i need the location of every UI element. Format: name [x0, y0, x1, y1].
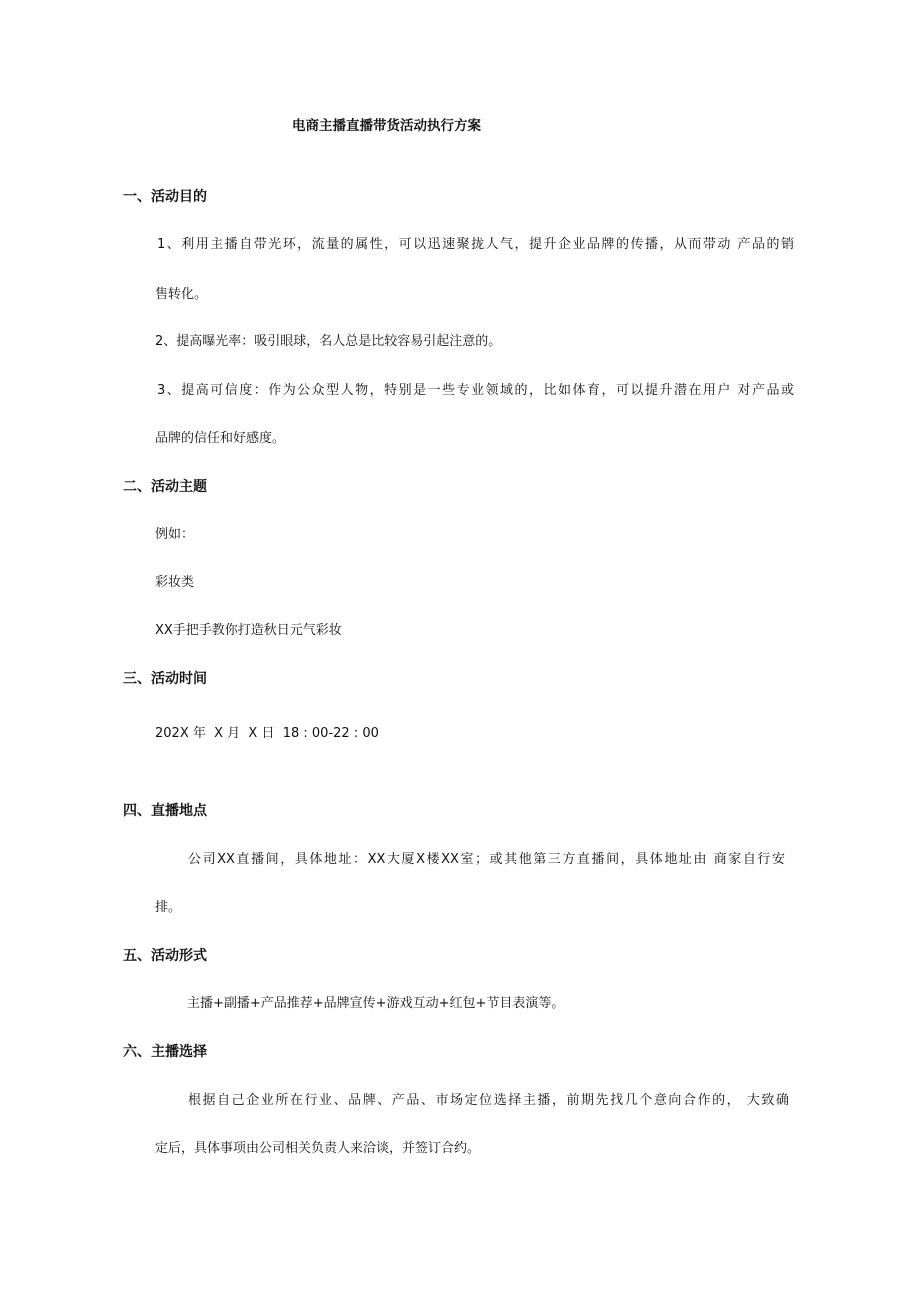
section-heading-time: 三、活动时间 [123, 671, 207, 687]
section-heading-host-selection: 六、主播选择 [123, 1044, 207, 1060]
location-line-1: 公司XX直播间，具体地址：XX大厦X楼XX室；或其他第三方直播间，具体地址由 商家自行安 [188, 852, 785, 867]
activity-time: 202X 年 X 月 X 日 18 : 00-22 : 00 [155, 726, 379, 741]
theme-title: XX手把手教你打造秋日元气彩妆 [155, 623, 342, 638]
host-selection-line-1: 根据自己企业所在行业、品牌、产品、市场定位选择主播，前期先找几个意向合作的， 大致确 [188, 1093, 789, 1108]
section-heading-theme: 二、活动主题 [123, 479, 207, 495]
theme-example-label: 例如： [155, 527, 195, 542]
location-line-2: 排。 [155, 900, 182, 915]
section-heading-purpose: 一、活动目的 [123, 189, 207, 205]
purpose-item-1-line-1: 1、利用主播自带光环，流量的属性，可以迅速聚拢人气，提升企业品牌的传播，从而带动 产品的销 [157, 237, 794, 252]
section-heading-format: 五、活动形式 [123, 948, 207, 964]
purpose-item-2: 2、提高曝光率：吸引眼球，名人总是比较容易引起注意的。 [155, 334, 502, 349]
purpose-item-3-line-2: 品牌的信任和好感度。 [155, 431, 286, 446]
activity-format: 主播+副播+产品推荐+品牌宣传+游戏互动+红包+节目表演等。 [187, 996, 565, 1011]
purpose-item-1-line-2: 售转化。 [155, 287, 208, 302]
section-heading-location: 四、直播地点 [123, 803, 207, 819]
theme-category: 彩妆类 [155, 575, 195, 590]
purpose-item-3-line-1: 3、提高可信度：作为公众型人物，特别是一些专业领域的，比如体育，可以提升潜在用户 对产品或 [157, 383, 794, 398]
host-selection-line-2: 定后，具体事项由公司相关负责人来洽谈，并签订合约。 [155, 1141, 481, 1156]
document-title: 电商主播直播带货活动执行方案 [292, 118, 481, 134]
